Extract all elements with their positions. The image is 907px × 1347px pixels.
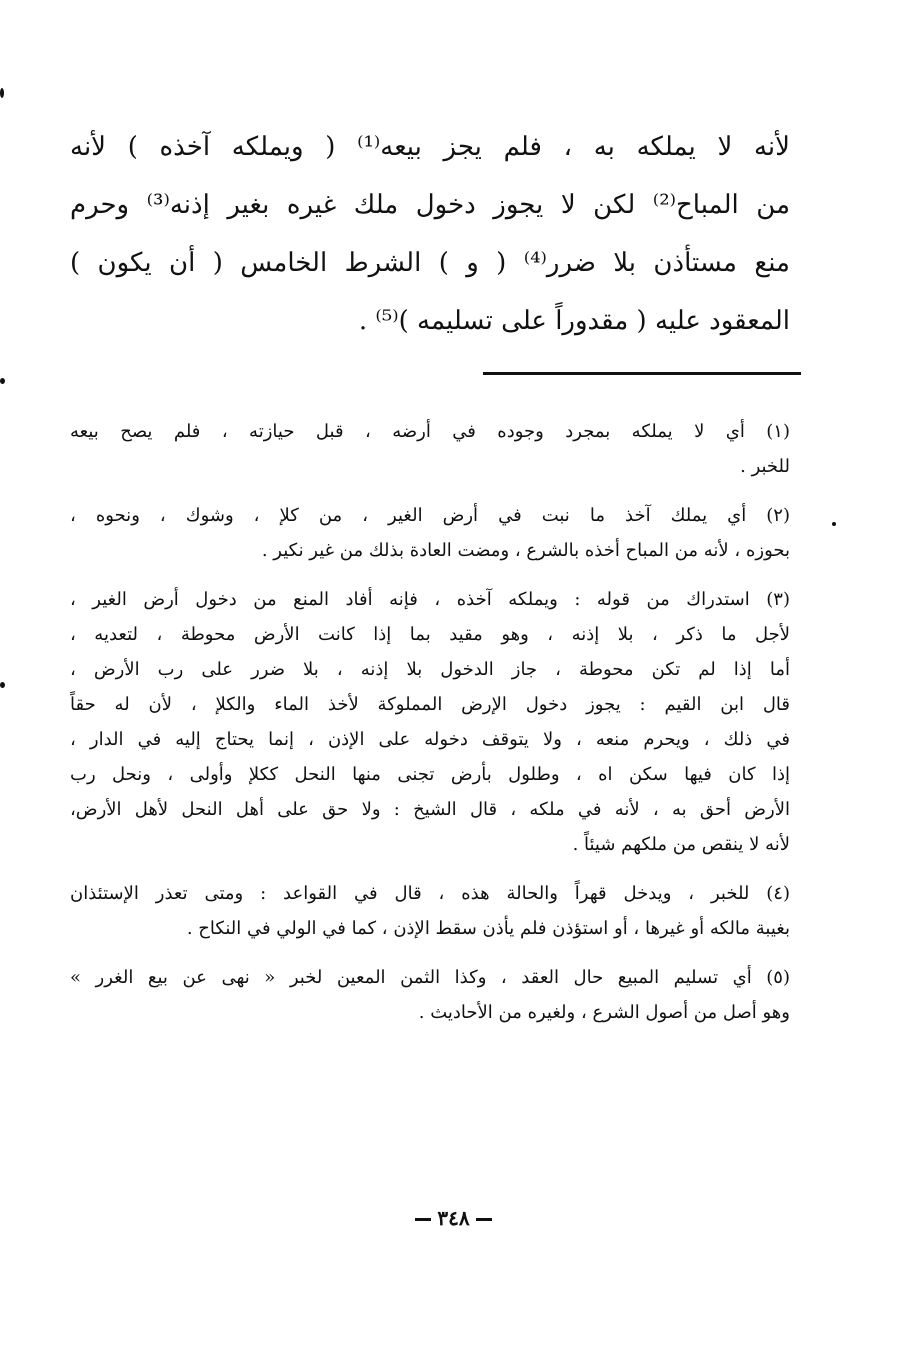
footnote-line: قال ابن القيم : يجوز دخول الإرض المملوكة لأخذ الماء والكلإ ، لأن له حقاً — [70, 694, 790, 715]
footnote-line: بحوزه ، لأنه من المباح أخذه بالشرع ، ومضت العادة بذلك من غير نكير . — [261, 540, 790, 561]
footnote-line: (٤) للخبر ، ويدخل قهراً والحالة هذه ، قال في القواعد : ومتى تعذر الإستئذان — [70, 883, 790, 904]
footnote-line: لأجل ما ذكر ، بلا إذنه ، وهو مقيد بما إذا كانت الأرض محوطة ، لتعديه ، — [70, 624, 790, 645]
scan-dust-mark — [832, 522, 836, 526]
footnote-line: (١) أي لا يملكه بمجرد وجوده في أرضه ، قبل حيازته ، فلم يصح بيعه — [70, 421, 790, 442]
scan-edge-mark — [0, 378, 5, 384]
footnote-line: (٣) استدراك من قوله : ويملكه آخذه ، فإنه أفاد المنع من دخول أرض الغير ، — [70, 589, 790, 610]
footnote-line: (٥) أي تسليم المبيع حال العقد ، وكذا الثمن المعين لخبر « نهى عن بيع الغرر » — [70, 967, 790, 988]
footnote-line: (٢) أي يملك آخذ ما نبت في أرض الغير ، من كلإ ، وشوك ، ونحوه ، — [70, 505, 790, 526]
footnote-line: لأنه لا ينقص من ملكهم شيئاً . — [572, 834, 790, 855]
footnote-1 — [70, 414, 790, 484]
footnote-2 — [70, 498, 790, 568]
main-text-line: منع مستأذن بلا ضرر⁽⁴⁾ ( و ) الشرط الخامس ( أن يكون ) — [70, 248, 790, 278]
scan-edge-mark — [0, 88, 4, 98]
footnote-line: أما إذا لم تكن محوطة ، جاز الدخول بلا إذنه ، بلا ضرر على رب الأرض ، — [70, 659, 790, 680]
footnote-line: في ذلك ، ويحرم منعه ، ولا يتوقف دخوله على الإذن ، إنما يحتاج إليه في الدار ، — [70, 729, 790, 750]
footnote-line: وهو أصل من أصول الشرع ، ولغيره من الأحاديث . — [418, 1002, 790, 1023]
footnotes — [70, 414, 790, 1044]
footnote-3 — [70, 582, 790, 862]
main-text — [70, 118, 790, 350]
footnote-line: بغيبة مالكه أو غيرها ، أو استؤذن فلم يأذن سقط الإذن ، كما في الولي في النكاح . — [186, 918, 790, 939]
footnote-line: للخبر . — [740, 456, 790, 477]
footnote-5 — [70, 960, 790, 1030]
page-number — [0, 1206, 907, 1230]
scan-edge-mark — [0, 682, 5, 688]
footnote-line: إذا كان فيها سكن اه ، وطلول بأرض تجنى منها النحل ككلإ وأولى ، ونحل رب — [70, 764, 790, 785]
dash-right — [415, 1218, 431, 1221]
footnote-4 — [70, 876, 790, 946]
dash-left — [476, 1218, 492, 1221]
main-text-line: من المباح⁽²⁾ لكن لا يجوز دخول ملك غيره بغير إذنه⁽³⁾ وحرم — [70, 190, 790, 220]
main-text-line: المعقود عليه ( مقدوراً على تسليمه )⁽⁵⁾ . — [358, 306, 790, 336]
footnote-divider — [483, 372, 801, 375]
footnote-line: الأرض أحق به ، لأنه في ملكه ، قال الشيخ : ولا حق على أهل النحل لأهل الأرض، — [70, 799, 790, 820]
main-text-line: لأنه لا يملكه به ، فلم يجز بيعه⁽¹⁾ ( ويملكه آخذه ) لأنه — [70, 132, 790, 162]
page-number-text: ٣٤٨ — [437, 1206, 470, 1230]
